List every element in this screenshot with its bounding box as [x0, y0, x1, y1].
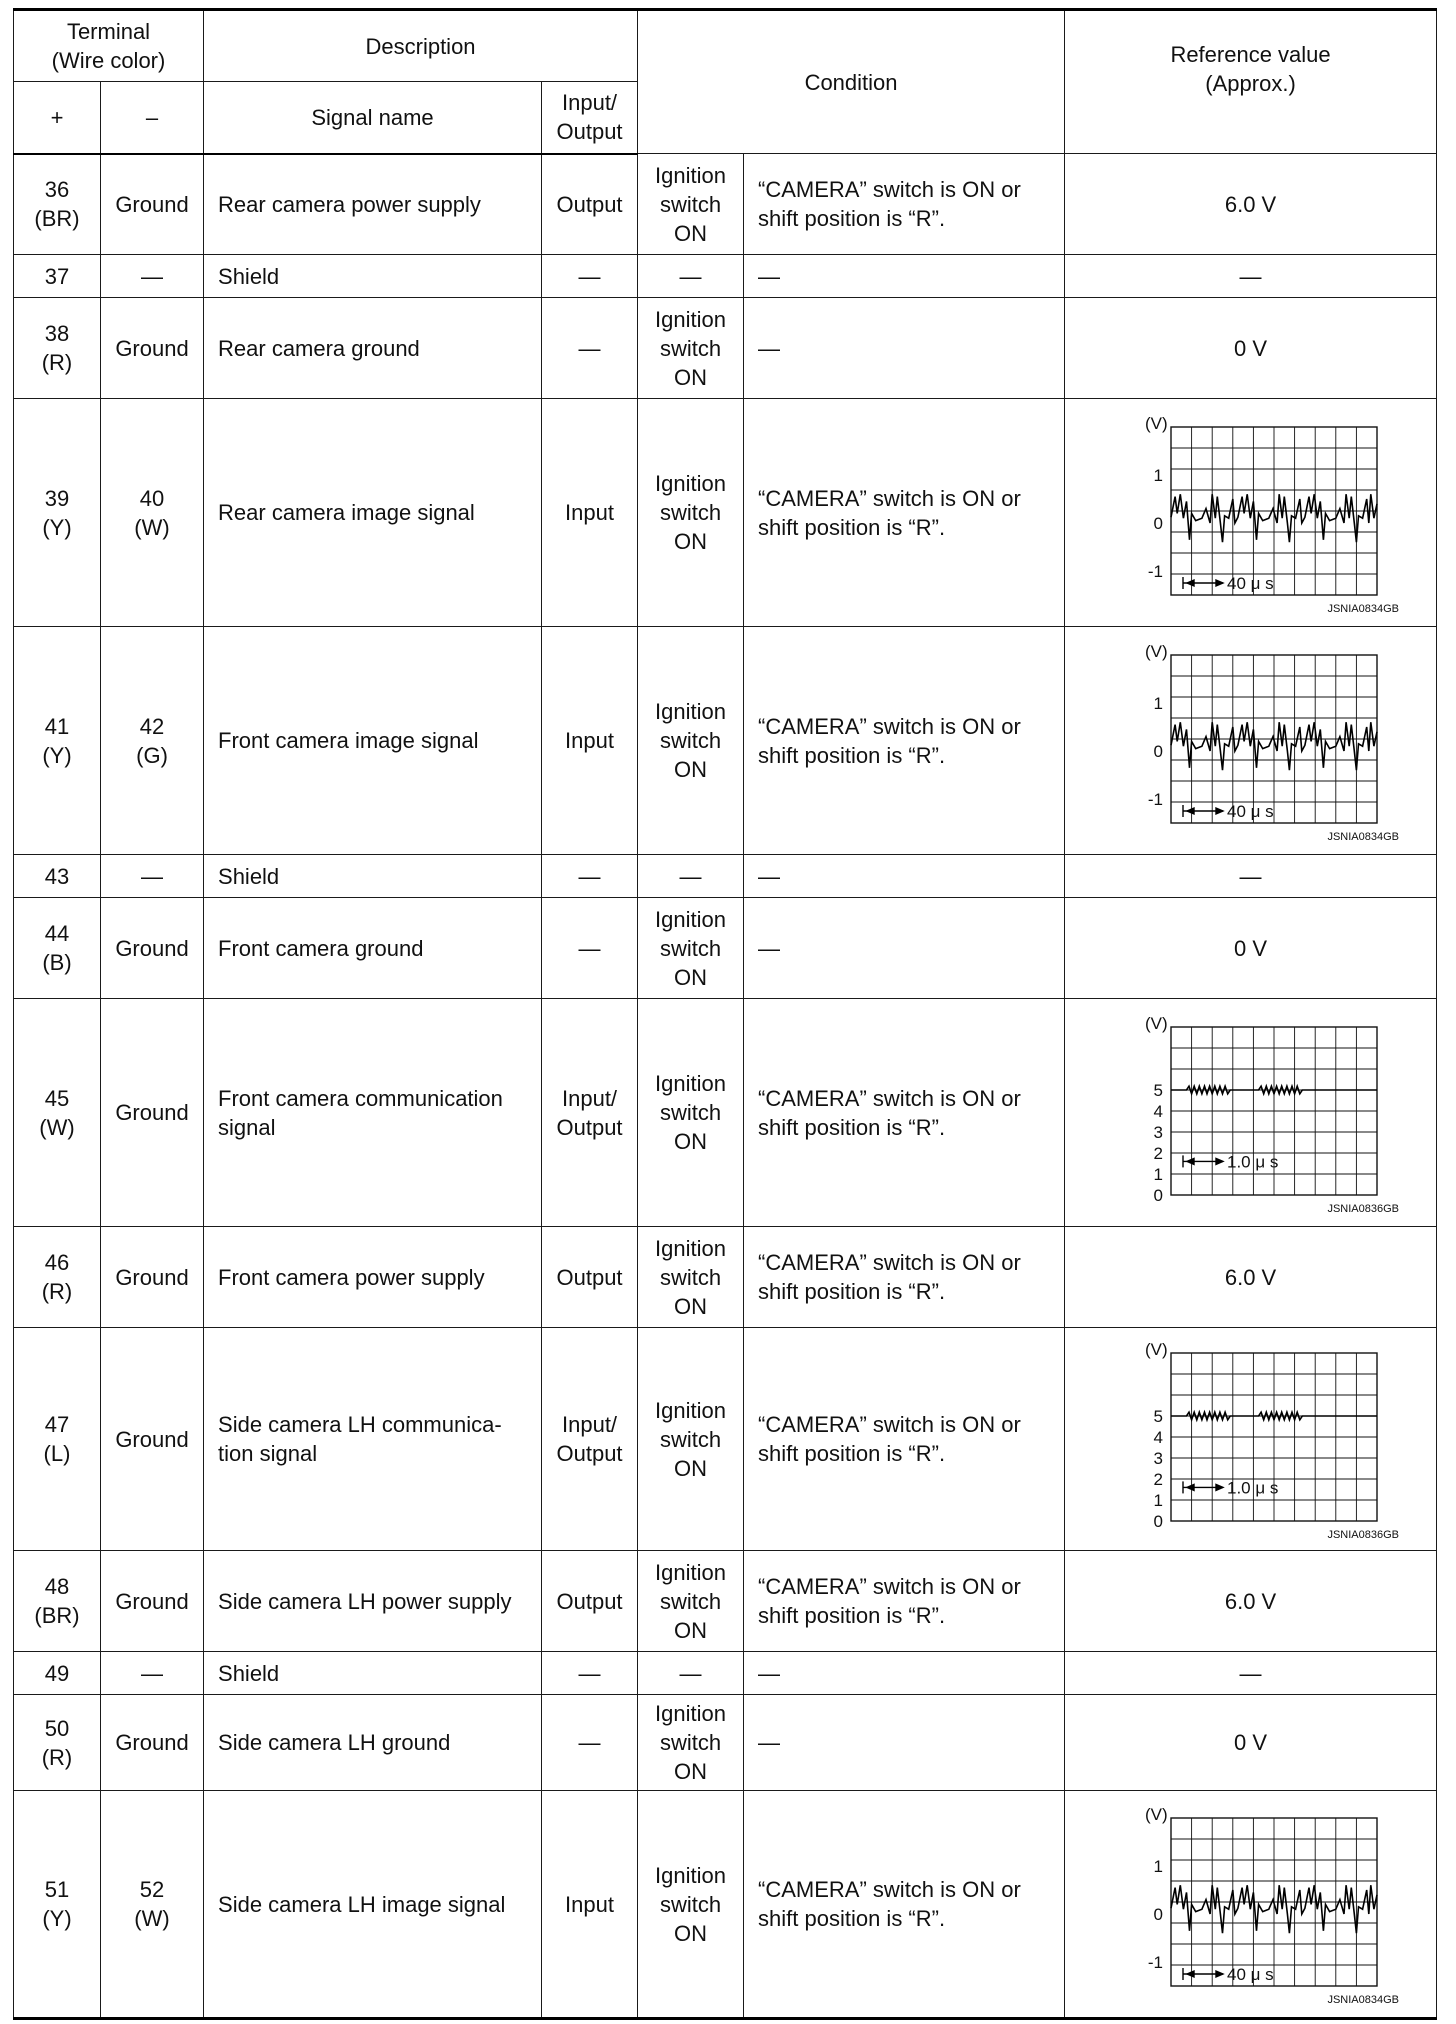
- ignition-condition: —: [638, 255, 744, 298]
- reference-waveform: [1065, 627, 1437, 855]
- signal-name: Rear camera ground: [204, 298, 542, 399]
- signal-name: Front camera communication signal: [204, 999, 542, 1227]
- terminal-plus: 51 (Y): [14, 1791, 101, 2019]
- header-description: Description: [204, 10, 638, 82]
- input-output: —: [542, 1695, 638, 1791]
- ignition-condition: Ignition switch ON: [638, 1695, 744, 1791]
- input-output: —: [542, 255, 638, 298]
- signal-name: Shield: [204, 1652, 542, 1695]
- signal-name: Rear camera power supply: [204, 154, 542, 255]
- ignition-condition: Ignition switch ON: [638, 1551, 744, 1652]
- y-tick-label: 0: [1153, 1185, 1163, 1205]
- terminal-plus: 49: [14, 1652, 101, 1695]
- y-tick-label: 1: [1153, 693, 1163, 713]
- table-row: [14, 999, 1437, 1227]
- y-tick-label: 4: [1153, 1428, 1163, 1447]
- y-axis-unit: (V): [1144, 641, 1168, 661]
- input-output: Input: [542, 399, 638, 627]
- terminal-reference-table: [13, 8, 1436, 2020]
- ignition-condition: —: [638, 855, 744, 898]
- terminal-minus: Ground: [101, 1551, 204, 1652]
- table-row: [14, 1652, 1437, 1695]
- time-division-label: 40 μ s: [1226, 573, 1274, 593]
- terminal-minus: —: [101, 1652, 204, 1695]
- signal-name: Rear camera image signal: [204, 399, 542, 627]
- table-row: [14, 1551, 1437, 1652]
- terminal-minus: Ground: [101, 999, 204, 1227]
- signal-name: Front camera image signal: [204, 627, 542, 855]
- input-output: —: [542, 898, 638, 999]
- reference-value: 6.0 V: [1065, 1227, 1437, 1328]
- terminal-minus: Ground: [101, 154, 204, 255]
- terminal-minus: Ground: [101, 298, 204, 399]
- time-division-marker: [1183, 1481, 1223, 1493]
- table-body: [14, 154, 1437, 2019]
- y-tick-label: 0: [1153, 741, 1163, 761]
- terminal-plus: 46 (R): [14, 1227, 101, 1328]
- reference-value: —: [1065, 255, 1437, 298]
- header-signal-name: Signal name: [204, 82, 542, 154]
- y-tick-label: 0: [1153, 513, 1163, 533]
- oscilloscope-chart: [1101, 1802, 1401, 2006]
- input-output: Input: [542, 627, 638, 855]
- terminal-minus: 42 (G): [101, 627, 204, 855]
- ignition-condition: —: [638, 1652, 744, 1695]
- terminal-plus: 36 (BR): [14, 154, 101, 255]
- time-division-marker: [1183, 1155, 1223, 1167]
- reference-value: —: [1065, 855, 1437, 898]
- terminal-minus: Ground: [101, 1227, 204, 1328]
- terminal-minus: 52 (W): [101, 1791, 204, 2019]
- header-minus: –: [101, 82, 204, 154]
- y-tick-label: 1: [1153, 1164, 1163, 1184]
- header-terminal: Terminal (Wire color): [14, 10, 204, 82]
- ignition-condition: Ignition switch ON: [638, 898, 744, 999]
- switch-condition: “CAMERA” switch is ON or shift position is “R”.: [744, 154, 1065, 255]
- table-row: [14, 255, 1437, 298]
- signal-name: Side camera LH power supply: [204, 1551, 542, 1652]
- table-row: [14, 1227, 1437, 1328]
- ignition-condition: Ignition switch ON: [638, 627, 744, 855]
- time-division-marker: [1183, 1968, 1223, 1980]
- header-io: Input/ Output: [542, 82, 638, 154]
- table-row: [14, 627, 1437, 855]
- y-tick-label: 5: [1153, 1407, 1163, 1426]
- y-tick-label: 0: [1153, 1512, 1163, 1531]
- switch-condition: —: [744, 1695, 1065, 1791]
- signal-name: Shield: [204, 855, 542, 898]
- table-row: [14, 1328, 1437, 1551]
- switch-condition: —: [744, 255, 1065, 298]
- reference-value: 6.0 V: [1065, 154, 1437, 255]
- terminal-minus: —: [101, 855, 204, 898]
- spec-table: [13, 8, 1437, 2020]
- table-row: [14, 298, 1437, 399]
- switch-condition: “CAMERA” switch is ON or shift position is “R”.: [744, 999, 1065, 1227]
- terminal-plus: 41 (Y): [14, 627, 101, 855]
- y-tick-label: -1: [1147, 561, 1163, 581]
- terminal-plus: 50 (R): [14, 1695, 101, 1791]
- terminal-plus: 37: [14, 255, 101, 298]
- y-tick-label: 1: [1153, 1857, 1163, 1876]
- terminal-minus: Ground: [101, 898, 204, 999]
- switch-condition: “CAMERA” switch is ON or shift position is “R”.: [744, 1791, 1065, 2019]
- table-row: [14, 1791, 1437, 2019]
- switch-condition: “CAMERA” switch is ON or shift position is “R”.: [744, 627, 1065, 855]
- signal-name: Side camera LH ground: [204, 1695, 542, 1791]
- terminal-plus: 47 (L): [14, 1328, 101, 1551]
- time-division-label: 40 μ s: [1226, 801, 1274, 821]
- time-division-label: 1.0 μ s: [1226, 1478, 1278, 1498]
- time-division-label: 40 μ s: [1226, 1965, 1274, 1984]
- switch-condition: —: [744, 855, 1065, 898]
- y-tick-label: 1: [1153, 1491, 1163, 1510]
- y-tick-label: 3: [1153, 1449, 1163, 1468]
- reference-waveform: [1065, 1791, 1437, 2019]
- input-output: Input: [542, 1791, 638, 2019]
- switch-condition: “CAMERA” switch is ON or shift position is “R”.: [744, 1328, 1065, 1551]
- input-output: —: [542, 855, 638, 898]
- input-output: Output: [542, 1551, 638, 1652]
- switch-condition: —: [744, 898, 1065, 999]
- terminal-plus: 43: [14, 855, 101, 898]
- signal-name: Shield: [204, 255, 542, 298]
- ignition-condition: Ignition switch ON: [638, 1328, 744, 1551]
- y-tick-label: 3: [1153, 1122, 1163, 1142]
- figure-id: JSNIA0834GB: [1327, 1994, 1399, 2006]
- terminal-plus: 39 (Y): [14, 399, 101, 627]
- reference-value: —: [1065, 1652, 1437, 1695]
- header-condition: Condition: [638, 10, 1065, 154]
- table-row: [14, 154, 1437, 255]
- ignition-condition: Ignition switch ON: [638, 999, 744, 1227]
- ignition-condition: Ignition switch ON: [638, 399, 744, 627]
- time-division-marker: [1183, 577, 1223, 589]
- signal-name: Side camera LH image signal: [204, 1791, 542, 2019]
- terminal-plus: 38 (R): [14, 298, 101, 399]
- ignition-condition: Ignition switch ON: [638, 154, 744, 255]
- y-axis-unit: (V): [1144, 1340, 1168, 1359]
- time-division-marker: [1183, 805, 1223, 817]
- y-tick-label: -1: [1147, 1953, 1163, 1972]
- table-row: [14, 898, 1437, 999]
- switch-condition: —: [744, 298, 1065, 399]
- terminal-plus: 44 (B): [14, 898, 101, 999]
- reference-value: 0 V: [1065, 898, 1437, 999]
- ignition-condition: Ignition switch ON: [638, 1791, 744, 2019]
- signal-name: Front camera power supply: [204, 1227, 542, 1328]
- switch-condition: “CAMERA” switch is ON or shift position is “R”.: [744, 399, 1065, 627]
- input-output: Output: [542, 1227, 638, 1328]
- signal-name: Front camera ground: [204, 898, 542, 999]
- reference-waveform: [1065, 999, 1437, 1227]
- table-row: [14, 855, 1437, 898]
- reference-waveform: [1065, 1328, 1437, 1551]
- oscilloscope-chart: [1101, 639, 1401, 843]
- input-output: Input/ Output: [542, 999, 638, 1227]
- switch-condition: “CAMERA” switch is ON or shift position is “R”.: [744, 1227, 1065, 1328]
- figure-id: JSNIA0834GB: [1327, 602, 1399, 615]
- signal-name: Side camera LH communica- tion signal: [204, 1328, 542, 1551]
- terminal-minus: Ground: [101, 1328, 204, 1551]
- input-output: Input/ Output: [542, 1328, 638, 1551]
- table-row: [14, 1695, 1437, 1791]
- figure-id: JSNIA0834GB: [1327, 830, 1399, 843]
- ignition-condition: Ignition switch ON: [638, 1227, 744, 1328]
- reference-waveform: [1065, 399, 1437, 627]
- reference-value: 0 V: [1065, 1695, 1437, 1791]
- header-reference: Reference value (Approx.): [1065, 10, 1437, 154]
- switch-condition: “CAMERA” switch is ON or shift position is “R”.: [744, 1551, 1065, 1652]
- table-row: [14, 399, 1437, 627]
- y-tick-label: 4: [1153, 1101, 1163, 1121]
- y-tick-label: 1: [1153, 465, 1163, 485]
- oscilloscope-chart: [1101, 1011, 1401, 1215]
- y-tick-label: 5: [1153, 1080, 1163, 1100]
- switch-condition: —: [744, 1652, 1065, 1695]
- terminal-minus: Ground: [101, 1695, 204, 1791]
- figure-id: JSNIA0836GB: [1327, 1202, 1399, 1215]
- figure-id: JSNIA0836GB: [1327, 1529, 1399, 1541]
- terminal-minus: —: [101, 255, 204, 298]
- reference-value: 0 V: [1065, 298, 1437, 399]
- terminal-plus: 48 (BR): [14, 1551, 101, 1652]
- header-plus: +: [14, 82, 101, 154]
- y-tick-label: -1: [1147, 789, 1163, 809]
- input-output: Output: [542, 154, 638, 255]
- time-division-label: 1.0 μ s: [1226, 1151, 1278, 1171]
- ignition-condition: Ignition switch ON: [638, 298, 744, 399]
- input-output: —: [542, 1652, 638, 1695]
- reference-value: 6.0 V: [1065, 1551, 1437, 1652]
- y-axis-unit: (V): [1144, 413, 1168, 433]
- y-axis-unit: (V): [1144, 1805, 1168, 1824]
- oscilloscope-chart: [1101, 1337, 1401, 1541]
- y-axis-unit: (V): [1144, 1013, 1168, 1033]
- y-tick-label: 2: [1153, 1143, 1163, 1163]
- oscilloscope-chart: [1101, 411, 1401, 615]
- y-tick-label: 2: [1153, 1470, 1163, 1489]
- terminal-plus: 45 (W): [14, 999, 101, 1227]
- terminal-minus: 40 (W): [101, 399, 204, 627]
- y-tick-label: 0: [1153, 1905, 1163, 1924]
- input-output: —: [542, 298, 638, 399]
